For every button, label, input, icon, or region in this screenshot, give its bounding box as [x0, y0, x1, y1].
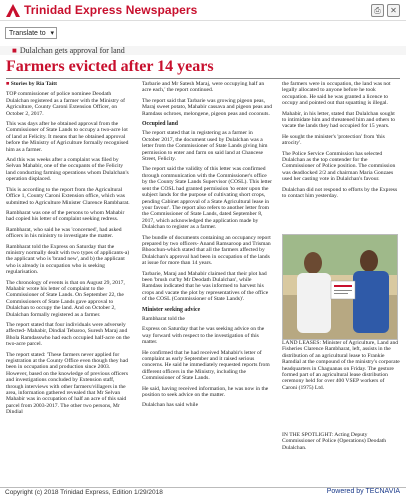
brand-title: Trinidad Express Newspapers [24, 3, 198, 17]
paragraph: Dulalchan did not respond to efforts by the Express to contact him yesterday. [282, 186, 398, 200]
bullet-icon: ■ [6, 81, 11, 87]
paragraph: He said, having received information, he was now in the position to seek advice on the matter. [142, 385, 269, 399]
copyright-text: Copyright (c) 2018 Trinidad Express, Edition 1/29/2018 [5, 489, 163, 496]
paragraph: Mahabir, in his letter, stated that Dulalchan sought to intimidate him and threatened him and others to vacate the lands they had occupied for 15 years. [282, 110, 396, 130]
logo-icon [6, 4, 20, 17]
paragraph: Rambharat told the Express on Saturday that the ministry normally dealt with two types of applicants-a) the applicant who is 'brand new', and b) the applicant who is already in occupation who is seeking regularisation. [6, 243, 130, 276]
header-actions [371, 4, 400, 17]
translate-select[interactable] [5, 27, 57, 39]
subheading-occupied-land: Occupied land [142, 121, 178, 128]
paragraph: The report said that Tarbarie was growing pigeon peas, Maraj sweet potato, Mahabir cassava and pigeon peas and Ramdass ochroes, melongene, pigeon peas and coconuts. [142, 97, 273, 117]
paragraph: Rambharat was one of the persons to whom Mahabir had copied his letter of complaint seeking redress. [6, 209, 125, 223]
paragraph: Express on Saturday that he was seeking advice on the way forward with respect to the investigation of this matter. [142, 326, 265, 346]
previous-story-label: Dulalchan gets approval for land [19, 46, 125, 55]
article-column-1 [6, 81, 132, 420]
paragraph: Dulalchan has said while [142, 402, 199, 409]
subheading-minister-advice: Minister seeking advice [142, 306, 201, 313]
paragraph: And this was weeks after a complaint was filed by Selvan Mahabir, one of the occupants of the Felicity land conducting farming operations whom Dulalchan's operation displaced. [6, 157, 129, 183]
paragraph: The report stated that in registering as a farmer in October 2017, the document used by Dulalchan was a letter from the Commissioner of State Lands giving him permission to enter and farm on said land at Chancese Street, Felicity. [142, 130, 268, 163]
paragraph: Tarbarie and Mr Satesh Maraj, were occupying half an acre each,' the report continued. [142, 81, 265, 94]
bullet-icon: ■ [12, 46, 17, 55]
paragraph: He sought the minister's 'protection' from 'this atrocity'. [282, 133, 385, 147]
headline: Farmers evicted after 14 years [6, 58, 214, 75]
paragraph: Tarbarie, Maraj and Mahabir claimed that their plot had been 'brush cut'by Mr Deodath Dulalchan', while Ramdass indicated that he was informed to harvest his crops and vacate the plot by representatives of the office of the COSL (Commissioner of State Lands)'. [142, 270, 269, 303]
chevron-down-icon: ▾ [50, 30, 54, 37]
paragraph: Rambharat told the [142, 316, 185, 322]
paragraph: The bundle of documents containing an occupancy report prepared by two officers- Anand Ramsaroop and Trisman Bhoochun-which stated that all the farmers affected by Dulalchan's approval had been in occupation of the lands at issue for more than 14 years. [142, 234, 271, 267]
top-bar [0, 0, 406, 21]
paragraph: This was days after he obtained approval from the Commissioner of State Lands to occupy a two-acre lot of land at Felicity. It means that he obtained approval before the Ministry of Agriculture formally recognised him as a farmer. [6, 121, 129, 153]
paragraph: The Police Service Commission has selected Dulalchan as the top contender for the Commissioner of Police position. The commission was deadlocked 2/2 and chairman Maria Gonzaes used her casting vote in Dulalchan's favour. [282, 150, 396, 183]
paragraph: The report stated: 'These farmers never applied for registration at the County Office even though they had been in occupation and production since 2003. However, based on the knowledge of previous officers and investigations concluded by Extension staff, through interviews with other farmers/villagers in the area, information gathered revealed that Mr Selvan Mahabir was in occupation of half an acre of this said parcel from 2003-2017. The other two persons, Mr Dindial [6, 351, 129, 416]
article-column-2 [142, 81, 272, 413]
print-icon[interactable]: ⎙ [371, 4, 384, 17]
article-column-3 [282, 81, 400, 204]
spotlight-caption: IN THE SPOTLIGHT: Acting Deputy Commissioner of Police (Operations) Deodath Dulalchan. [282, 432, 387, 451]
powered-by-link[interactable]: Powered by TECNAVIA [326, 488, 400, 495]
headline-divider [6, 78, 400, 79]
paragraph: The report stated that four individuals were adversely affected- Mahabir, Dindial Tebaroo, Suresh Maraj and Bhola Ramdasswho had each occupied half-acre on the two-acre parcel. [6, 322, 130, 348]
close-icon[interactable]: ✕ [387, 4, 400, 17]
photo-caption: LAND LEASES: Minister of Agriculture, Land and Fisheries Clarence Rambharat, left, assists in the distribution of an agricultural lease to Frankie Ramdial at the compound of the ministry's corporate headquarters in Chaguanas on Friday. The gesture formed part of an agricultural lease distribution ceremony held for over 400 VSEP workers of Caroni (1975) Ltd. [282, 340, 400, 391]
paragraph: Rambharat, who said he was 'concerned', had asked officers in his ministry to investigate the matter. [6, 226, 122, 240]
paragraph: the farmers were in occupation, the land was not legally allocated to anyone before he took occupation. He said he was granted a licence to occupy and pointed out that squatting is illegal. [282, 81, 391, 107]
previous-story-link[interactable] [12, 46, 125, 55]
paragraph: The chronology of events is that on August 29, 2017, Mahabir wrote his letter of complaint to the Commissioner of State Lands. On September 22, the Commissioners of State Lands gave approval to Dulalchan to occupy the land. And on October 2, Dulalchan formally registered as a farmer. [6, 279, 125, 318]
translate-label: Translate to [9, 30, 46, 37]
paragraph: This is according to the report from the Agricultural Office 1, County Caroni Extension office, which was submitted to Agriculture Minister Clarence Rambharat. [6, 186, 130, 206]
paragraph: He confirmed that he had received Mahabir's letter of complaint as early September and it raised serious concerns. He said he immediately requested reports from different officers in the Ministry, including the Commissioner of State Lands. [142, 349, 270, 382]
photo-image [283, 235, 398, 340]
paragraph: The report said the validity of this letter was confirmed through communication with the Commissioner's office by the County State Lands Supervisor (COSL). This letter sent the COSL had granted permission 'to enter upon the subject lands for the purpose of cultivating short crops, pending Cabinet approval of a State Agricultural lease in your favour'. The report also refers to another letter from the Commissioner of State Lands, dated September 8, 2017, which acknowledged the application made by Dulalchan to register as a farmer. [142, 166, 272, 231]
byline-text: Stories by Ria Taitt [10, 81, 57, 87]
byline [6, 81, 132, 87]
paragraph: TOP commissioner of police nominee Deodath Dulalchan registered as a farmer with the Ministry of Agriculture, County Caroni Extension Officer, on October 2, 2017. [6, 91, 125, 117]
article-photo [282, 234, 398, 340]
